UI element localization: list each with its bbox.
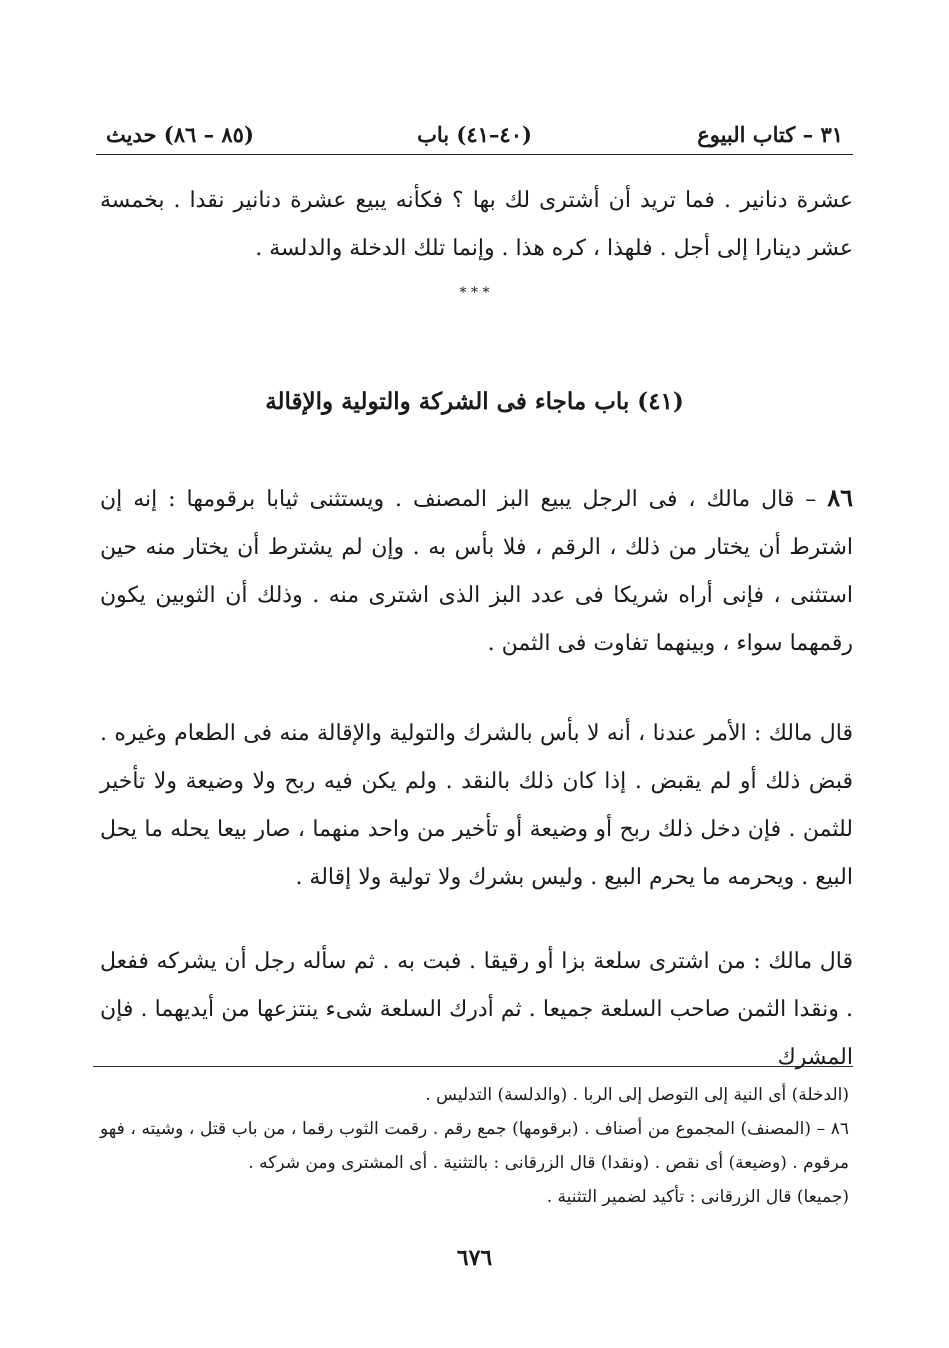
hadith-number: ٨٦: [827, 483, 853, 512]
footnotes: [100, 1078, 849, 1214]
header-hadith-ref: (٨٥ – ٨٦) حديث: [106, 122, 254, 147]
continuation-paragraph: عشرة دنانير . فما تريد أن أشترى لك بها ؟ فكأنه يبيع عشرة دنانير نقدا . بخمسة عشر دينارا إلى أجل . فلهذا ، كره هذا . وإنما تلك الدخلة والدلسة .: [100, 188, 853, 261]
chapter-title: (٤١) باب ماجاء فى الشركة والتولية والإقالة: [265, 388, 684, 415]
footnote-1: (الدخلة) أى النية إلى التوصل إلى الربا . (والدلسة) التدليس .: [425, 1085, 849, 1105]
section-separator: * * *: [459, 285, 490, 301]
footnote-2: ٨٦ – (المصنف) المجموع من أصناف . (برقومها) جمع رقم . رقمت الثوب رقما ، من باب قتل ، وشيته ، فهو مرقوم . (وضيعة) أى نقص . (ونقدا) قال الزرقانى : بالتثنية . أى المشترى ومن شركه .: [100, 1119, 849, 1173]
malik-ruling-paragraph-1: قال مالك : الأمر عندنا ، أنه لا بأس بالشرك والتولية والإقالة منه فى الطعام وغيره . قبض ذلك أو لم يقبض . إذا كان ذلك بالنقد . ولم يكن فيه ربح ولا وضيعة ولا تأخير للثمن . فإن دخل ذلك ربح أو وضيعة أو تأخير من واحد منهما ، صار بيعا يحله ما يحل البيع . ويحرمه ما يحرم البيع . وليس بشرك ولا تولية ولا إقالة .: [100, 721, 853, 890]
hadith-86-text: – قال مالك ، فى الرجل يبيع البز المصنف . ويستثنى ثيابا برقومها : إنه إن اشترط أن يختار من ذلك ، الرقم ، فلا بأس به . وإن لم يشترط أن يختار منه حين استثنى ، فإنى أراه شريكا فى عدد البز الذى اشترى منه . وذلك أن الثوبين يكون رقمهما سواء ، وبينهما تفاوت فى الثمن .: [100, 487, 853, 656]
running-header: [96, 118, 853, 154]
footnote-divider: [93, 1066, 853, 1067]
header-book-title: ٣١ – كتاب البيوع: [697, 122, 843, 147]
header-divider: [96, 154, 853, 155]
malik-ruling-paragraph-2: قال مالك : من اشترى سلعة بزا أو رقيقا . فبت به . ثم سأله رجل أن يشركه ففعل . ونقدا الثمن صاحب السلعة جميعا . ثم أدرك السلعة شىء ينتزعها من أيديهما . فإن المشرك: [100, 949, 853, 1070]
page-number: ٦٧٦: [456, 1245, 493, 1271]
hadith-86-paragraph: [100, 474, 853, 668]
footnote-3: (جميعا) قال الزرقانى : تأكيد لضمير التثنية .: [546, 1187, 849, 1207]
header-chapter-ref: (٤٠–٤١) باب: [417, 122, 532, 147]
